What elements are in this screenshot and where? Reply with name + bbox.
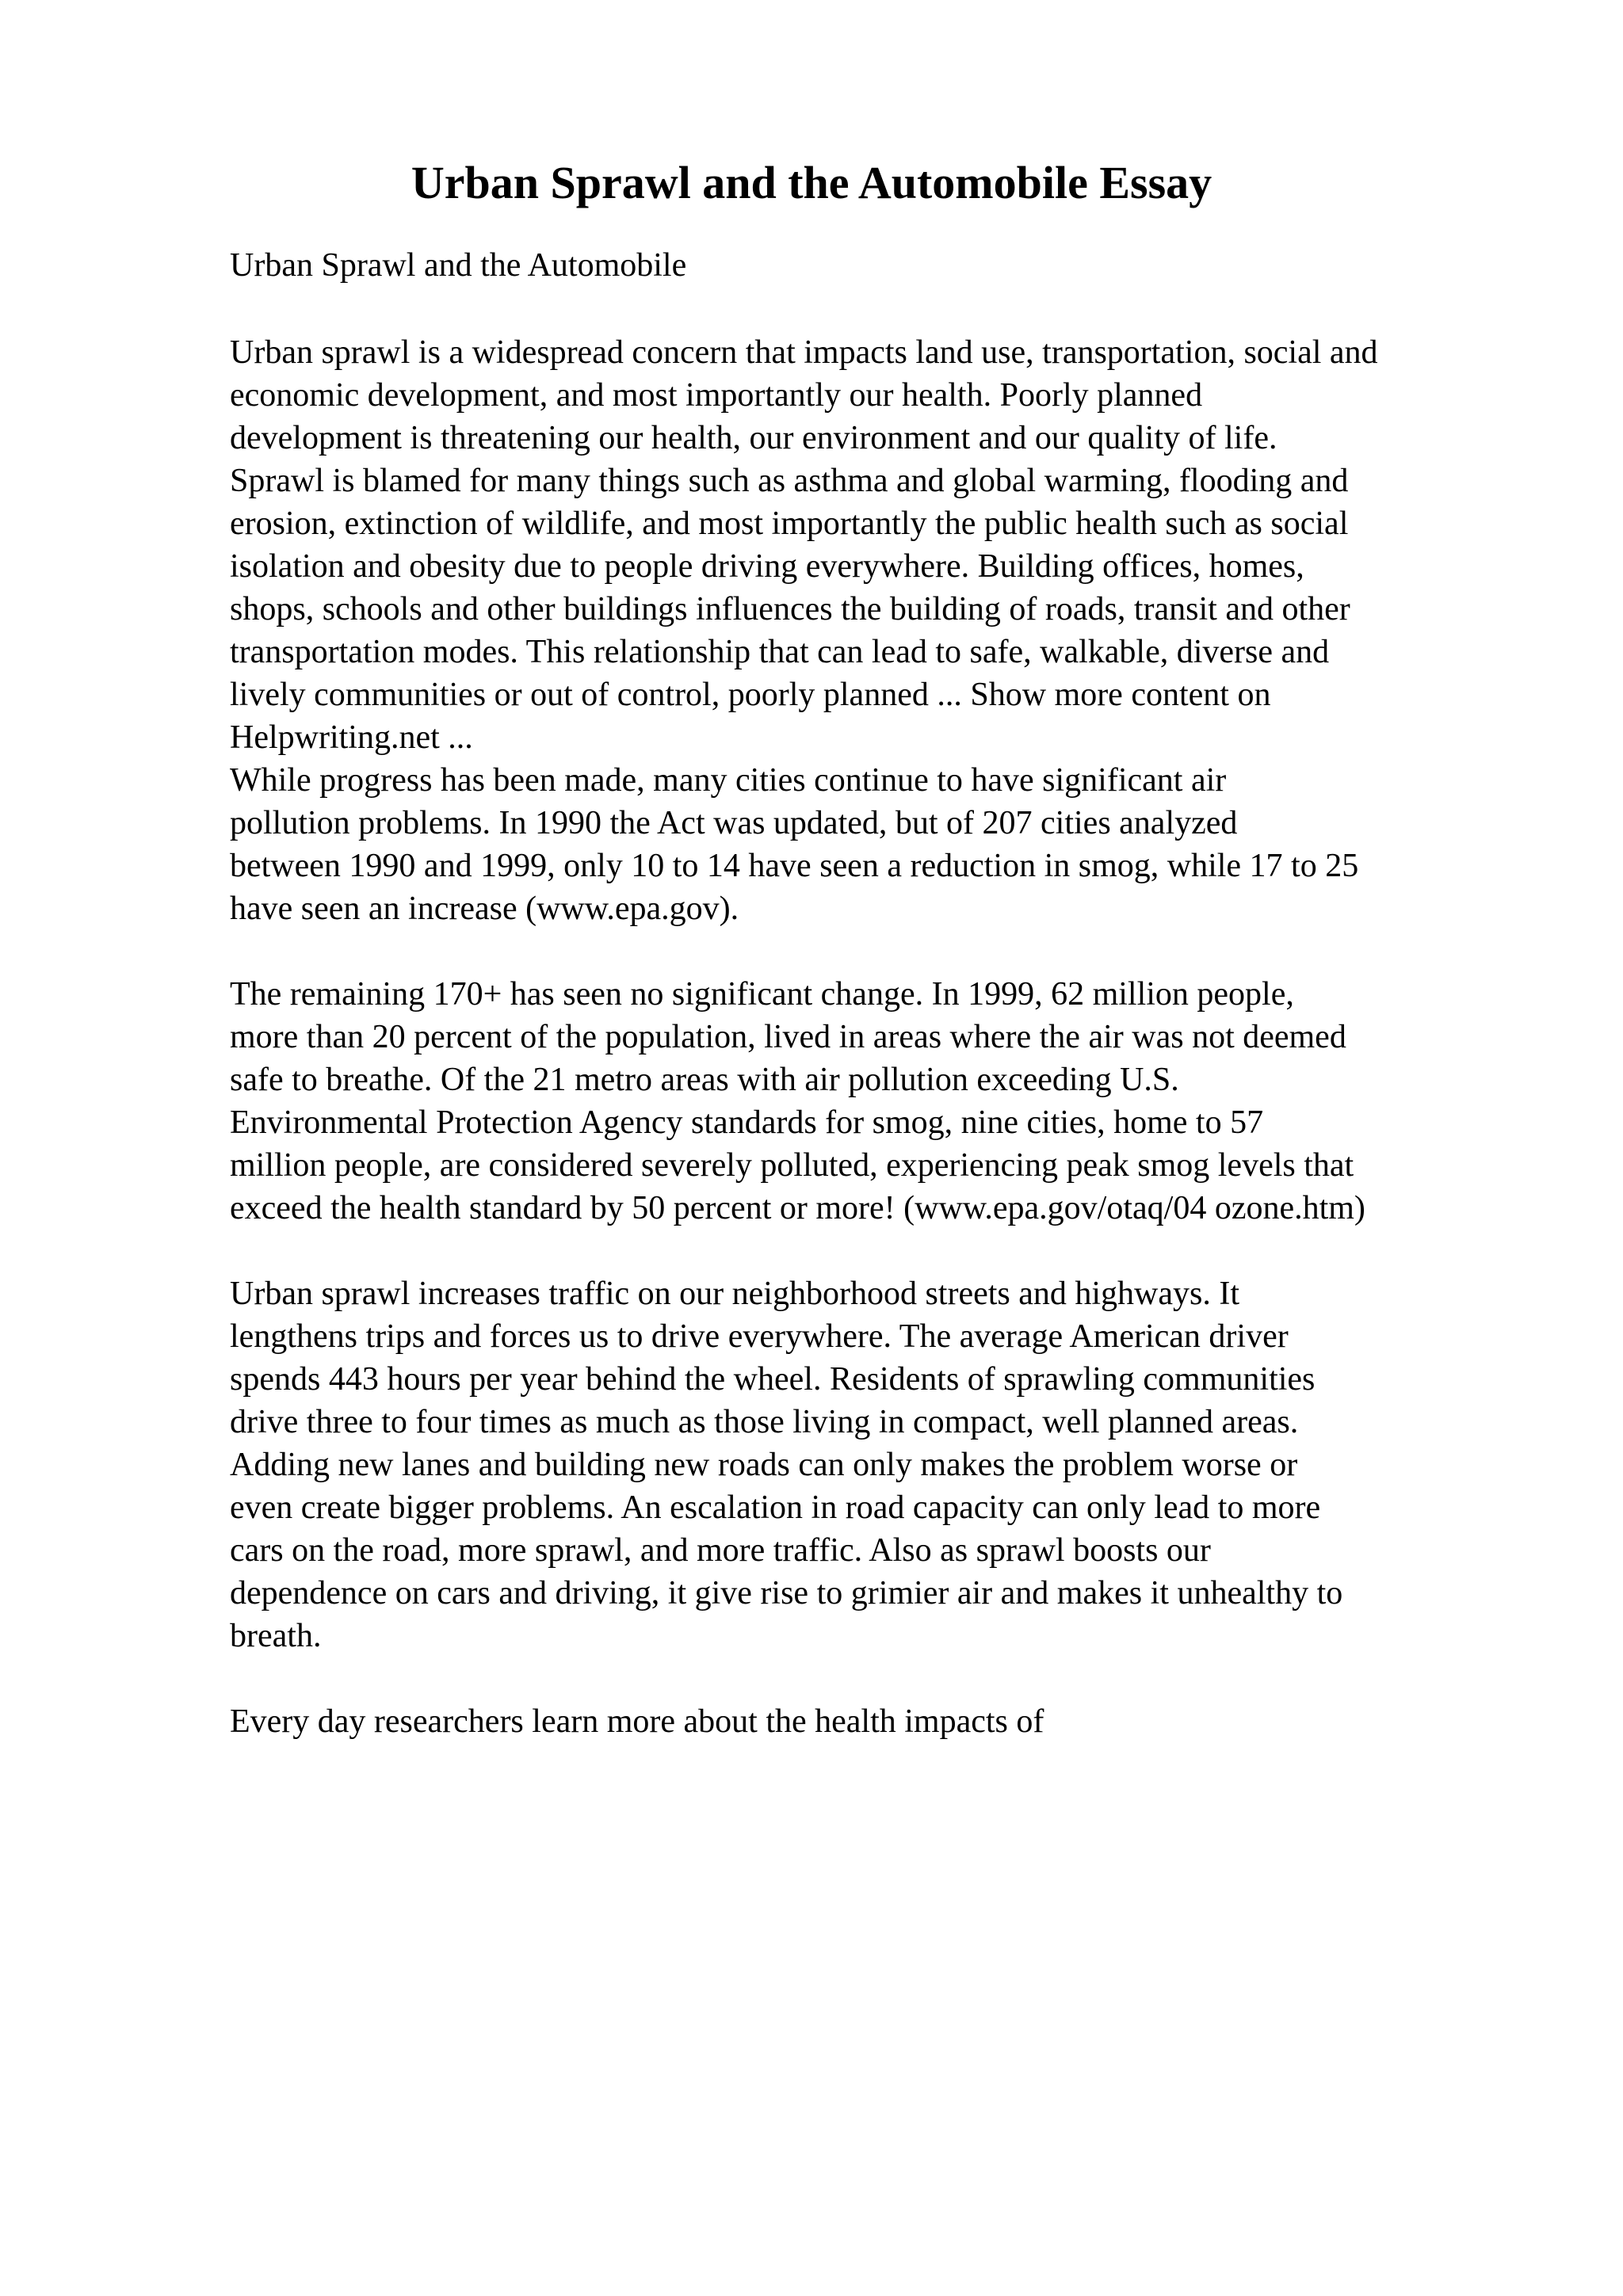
text-line: erosion, extinction of wildlife, and most importantly the public health such as social <box>230 505 1349 542</box>
text-line: Environmental Protection Agency standards for smog, nine cities, home to 57 <box>230 1104 1264 1141</box>
text-line: between 1990 and 1999, only 10 to 14 have seen a reduction in smog, while 17 to 25 <box>230 848 1359 884</box>
text-line: exceed the health standard by 50 percent or more! (www.epa.gov/otaq/04 ozone.htm) <box>230 1190 1365 1226</box>
paragraph-1 <box>230 331 1577 759</box>
text-line: shops, schools and other buildings influences the building of roads, transit and other <box>230 591 1350 627</box>
text-line: While progress has been made, many cities continue to have significant air <box>230 762 1227 799</box>
text-line: spends 443 hours per year behind the wheel. Residents of sprawling communities <box>230 1361 1316 1398</box>
text-line: breath. <box>230 1618 322 1654</box>
text-line: Adding new lanes and building new roads can only makes the problem worse or <box>230 1447 1298 1483</box>
document-subtitle: Urban Sprawl and the Automobile <box>230 247 687 284</box>
text-line: Helpwriting.net ... <box>230 719 473 756</box>
text-line: lively communities or out of control, poorly planned ... Show more content on <box>230 677 1271 713</box>
text-line: economic development, and most importantly our health. Poorly planned <box>230 377 1203 414</box>
text-line: Sprawl is blamed for many things such as asthma and global warming, flooding and <box>230 463 1349 499</box>
document-title: Urban Sprawl and the Automobile Essay <box>411 157 1212 208</box>
text-line: lengthens trips and forces us to drive everywhere. The average American driver <box>230 1318 1289 1355</box>
paragraph-2 <box>230 759 1577 930</box>
text-line: transportation modes. This relationship that can lead to safe, walkable, diverse and <box>230 634 1330 670</box>
text-line: pollution problems. In 1990 the Act was updated, but of 207 cities analyzed <box>230 805 1238 841</box>
text-line: Urban sprawl is a widespread concern that impacts land use, transportation, social and <box>230 334 1378 371</box>
text-line: isolation and obesity due to people driving everywhere. Building offices, homes, <box>230 548 1304 585</box>
text-line: cars on the road, more sprawl, and more traffic. Also as sprawl boosts our <box>230 1532 1211 1569</box>
text-line: million people, are considered severely polluted, experiencing peak smog levels that <box>230 1147 1354 1184</box>
document-body <box>230 331 1577 1743</box>
text-line: Urban sprawl increases traffic on our neighborhood streets and highways. It <box>230 1276 1240 1312</box>
text-line: Every day researchers learn more about the health impacts of <box>230 1703 1044 1740</box>
text-line: dependence on cars and driving, it give rise to grimier air and makes it unhealthy to <box>230 1575 1343 1611</box>
text-line: have seen an increase (www.epa.gov). <box>230 891 739 927</box>
paragraph-4 <box>230 1272 1577 1657</box>
paragraph-gap <box>230 1230 1577 1272</box>
text-line: safe to breathe. Of the 21 metro areas with air pollution exceeding U.S. <box>230 1062 1179 1098</box>
text-line: development is threatening our health, our environment and our quality of life. <box>230 420 1277 456</box>
text-line: drive three to four times as much as those living in compact, well planned areas. <box>230 1404 1299 1440</box>
paragraph-gap <box>230 930 1577 973</box>
text-line: more than 20 percent of the population, lived in areas where the air was not deemed <box>230 1019 1346 1055</box>
paragraph-gap <box>230 1657 1577 1700</box>
paragraph-5 <box>230 1700 1577 1743</box>
text-line: even create bigger problems. An escalation in road capacity can only lead to more <box>230 1489 1321 1526</box>
text-line: The remaining 170+ has seen no significant change. In 1999, 62 million people, <box>230 976 1294 1013</box>
paragraph-3 <box>230 973 1577 1230</box>
